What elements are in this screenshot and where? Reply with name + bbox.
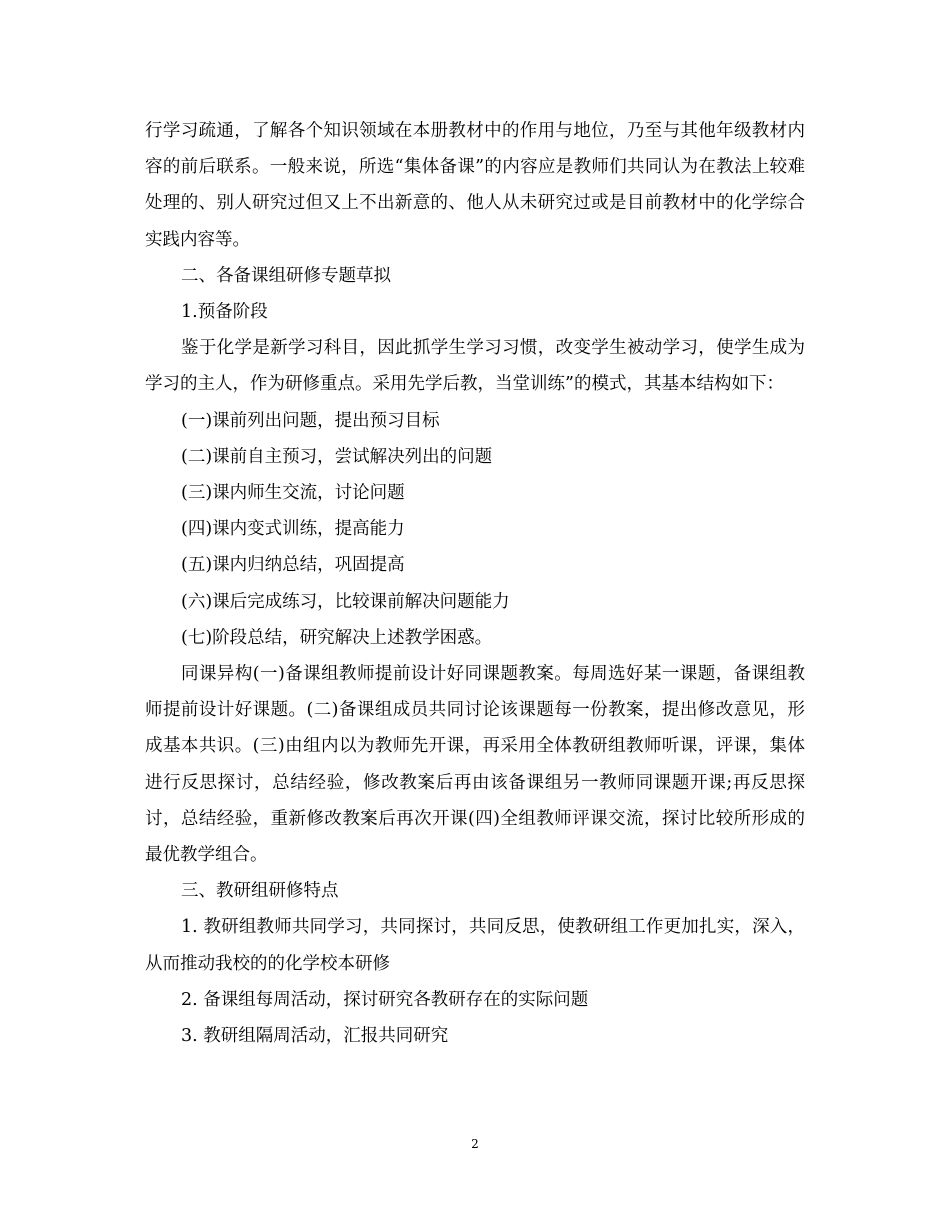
feature-item-3: 3. 教研组隔周活动，汇报共同研究 <box>181 1026 449 1047</box>
list-item-1: (一)课前列出问题，提出预习目标 <box>181 410 440 431</box>
section-heading-2: 二、各备课组研修专题草拟 <box>181 265 391 286</box>
paragraph-continuation: 行学习疏通，了解各个知识领域在本册教材中的作用与地位，乃至与其他年级教材内容的前后联系。一般来说，所选“集体备课”的内容应是教师们共同认为在教法上较难处理的、别人研究过但又上不出新意的、他人从未研究过或是目前教材中的化学综合实践内容等。 <box>145 121 805 250</box>
list-item-6: (六)课后完成练习，比较课前解决问题能力 <box>181 591 510 612</box>
list-item-2: (二)课前自主预习，尝试解决列出的问题 <box>181 446 493 467</box>
list-item-7: (七)阶段总结，研究解决上述教学困惑。 <box>181 627 493 648</box>
feature-item-2: 2. 备课组每周活动，探讨研究各教研存在的实际问题 <box>181 989 589 1010</box>
feature-item-1: 1. 教研组教师共同学习，共同探讨，共同反思，使教研组工作更加扎实，深入，从而推动我校的的化学校本研修 <box>145 917 805 974</box>
subheading-preparation-stage: 1.预备阶段 <box>181 302 268 323</box>
list-item-3: (三)课内师生交流，讨论问题 <box>181 483 405 504</box>
list-item-5: (五)课内归纳总结，巩固提高 <box>181 555 405 576</box>
paragraph-chemistry-focus: 鉴于化学是新学习科目，因此抓学生学习习惯，改变学生被动学习，使学生成为学习的主人，作为研修重点。采用先学后教，当堂训练”的模式，其基本结构如下： <box>145 338 805 395</box>
document-body <box>145 113 805 1054</box>
page-number: 2 <box>471 1137 479 1151</box>
list-item-4: (四)课内变式训练，提高能力 <box>181 519 405 540</box>
paragraph-same-lesson: 同课异构(一)备课组教师提前设计好同课题教案。每周选好某一课题，备课组教师提前设计好课题。(二)备课组成员共同讨论该课题每一份教案，提出修改意见，形成基本共识。(三)由组内以为教师先开课，再采用全体教研组教师听课，评课，集体进行反思探讨，总结经验，修改教案后再由该备课组另一教师同课题开课;再反思探讨，总结经验，重新修改教案后再次开课(四)全组教师评课交流，探讨比较所形成的最优教学组合。 <box>145 664 805 866</box>
section-heading-3: 三、教研组研修特点 <box>181 881 339 902</box>
